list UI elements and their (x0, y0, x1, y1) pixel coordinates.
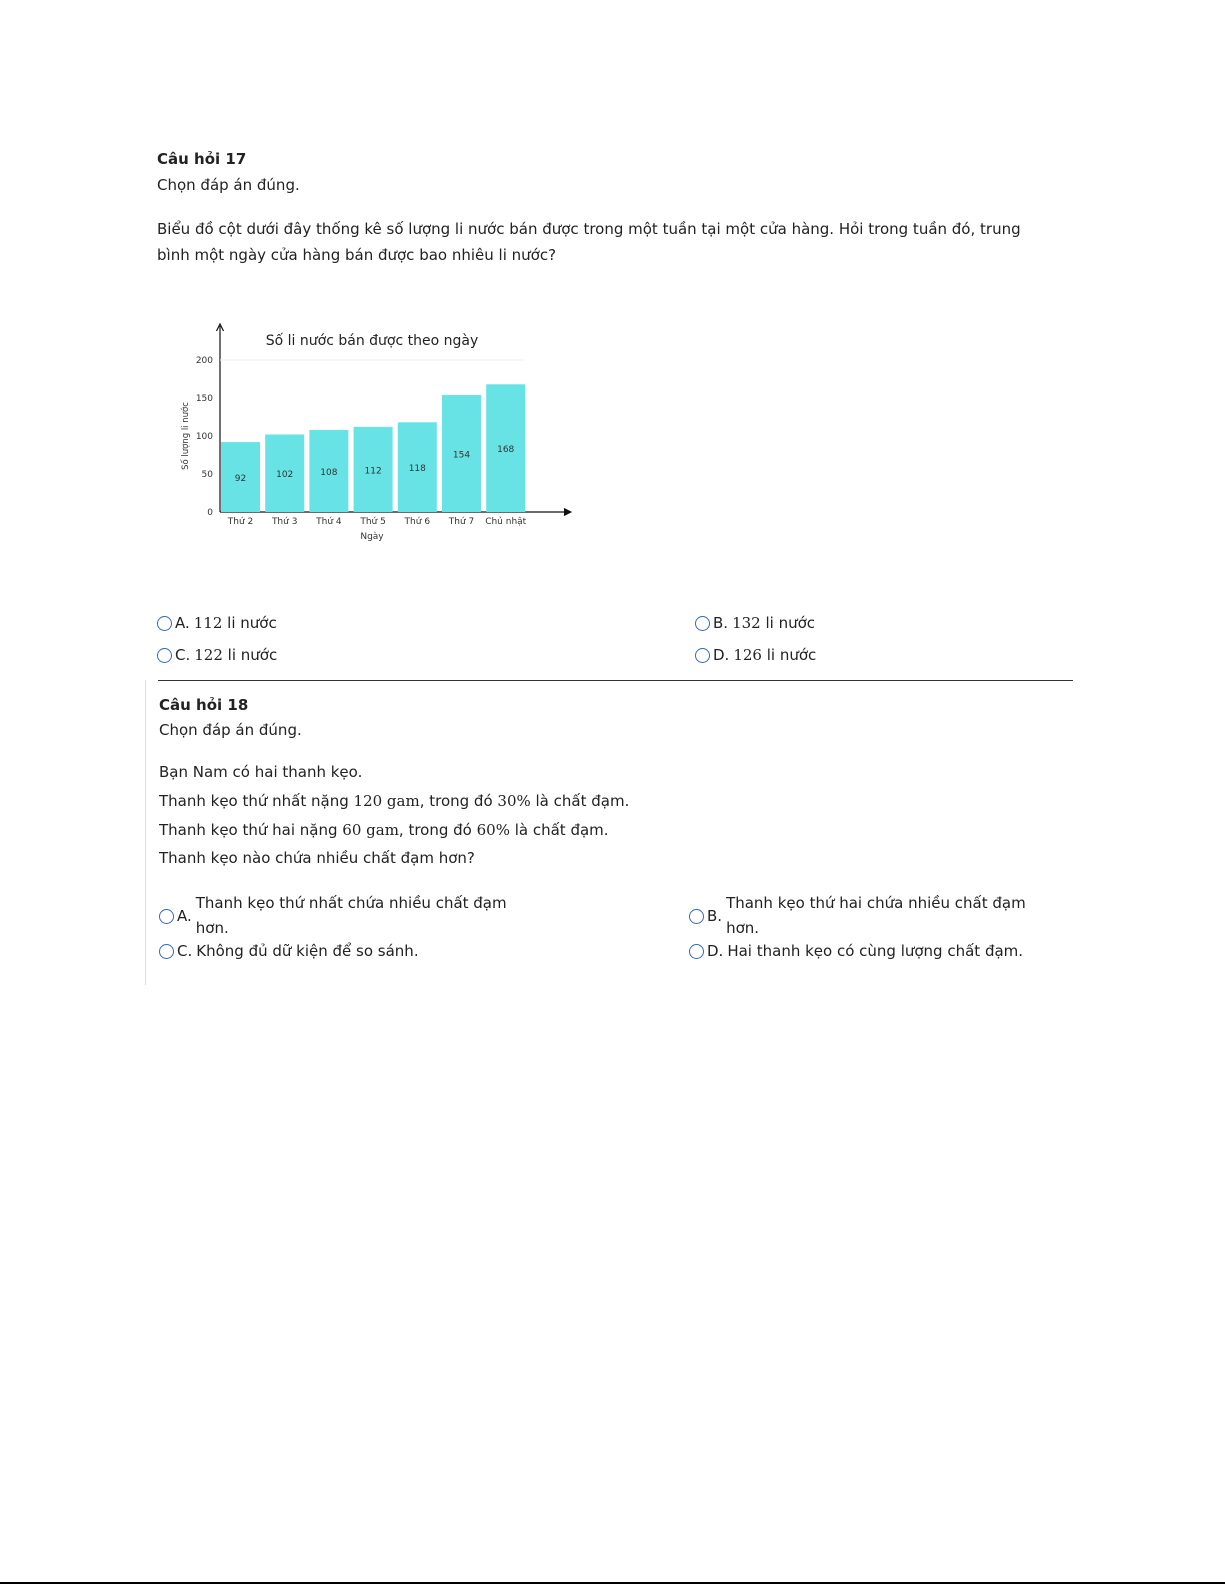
question-18-instruction: Chọn đáp án đúng. (159, 721, 302, 739)
radio-button[interactable] (159, 909, 174, 924)
math-value: 30% (497, 792, 531, 810)
y-tick-label: 150 (195, 394, 213, 404)
math-value: 120 gam (353, 792, 420, 810)
page-bottom-border (0, 1582, 1225, 1584)
chart-title: Số li nước bán được theo ngày (265, 333, 479, 349)
option-value: 132 (732, 614, 761, 632)
option-letter: B. (707, 907, 723, 925)
option-text: Thanh kẹo thứ hai chứa nhiều chất đạm hơn. (726, 894, 1026, 937)
option-value: 112 (193, 614, 223, 632)
option-letter: A. (175, 614, 190, 632)
radio-button[interactable] (689, 909, 704, 924)
option-unit: li nước (222, 646, 278, 664)
math-value: 60 gam (342, 821, 399, 839)
question-17-instruction: Chọn đáp án đúng. (157, 176, 300, 194)
option-text: Thanh kẹo thứ nhất chứa nhiều chất đạm hơn. (195, 894, 507, 937)
question-left-border (145, 680, 146, 985)
q18-option-b[interactable] (689, 891, 1056, 941)
q17-option-d[interactable] (695, 646, 816, 664)
y-tick-label: 0 (207, 508, 213, 518)
x-tick-label: Thứ 6 (404, 517, 431, 527)
text-segment: , trong đó (419, 792, 498, 810)
math-value: 60% (476, 821, 510, 839)
x-tick-label: Chủ nhật (485, 517, 527, 527)
question-17-title: Câu hỏi 17 (157, 150, 247, 168)
y-axis-label: Số lượng li nước (181, 402, 191, 470)
option-letter: A. (177, 907, 192, 925)
y-tick-label: 50 (201, 470, 213, 480)
option-letter: C. (175, 646, 191, 664)
radio-button[interactable] (157, 616, 172, 631)
question-18-title: Câu hỏi 18 (159, 696, 249, 714)
q17-option-c[interactable] (157, 646, 277, 664)
text-segment: là chất đạm. (509, 821, 609, 839)
q18-option-d[interactable] (689, 942, 1023, 960)
x-tick-label: Thứ 5 (360, 517, 386, 527)
bar-value-label: 92 (234, 474, 247, 485)
radio-button[interactable] (695, 616, 710, 631)
radio-button[interactable] (159, 944, 174, 959)
bar-chart (170, 318, 590, 558)
bar-value-label: 102 (276, 470, 294, 481)
q17-option-b[interactable] (695, 614, 815, 632)
option-letter: B. (713, 614, 729, 632)
y-tick-label: 200 (195, 356, 213, 366)
x-tick-label: Thứ 4 (316, 517, 342, 527)
q18-option-a[interactable] (159, 891, 526, 941)
question-18-line-2 (159, 792, 629, 810)
option-letter: D. (707, 942, 724, 960)
x-tick-label: Thứ 3 (271, 517, 298, 527)
bar-value-label: 112 (364, 466, 382, 477)
option-unit: li nước (760, 614, 816, 632)
question-17-text: Biểu đồ cột dưới đây thống kê số lượng li nước bán được trong một tuần tại một cửa hàng. Hỏi trong tuần đó, trung bình một ngày cửa hàng bán được bao nhiêu li nước? (157, 220, 1021, 264)
x-tick-label: Thứ 2 (227, 517, 254, 527)
text-segment: Thanh kẹo thứ nhất nặng (159, 792, 354, 810)
question-divider (158, 680, 1073, 681)
bar-value-label: 118 (408, 464, 426, 475)
bar-value-label: 154 (452, 450, 471, 461)
option-value: 126 (733, 646, 762, 664)
question-18-line-3 (159, 821, 609, 839)
radio-button[interactable] (689, 944, 704, 959)
x-axis-label: Ngày (360, 532, 384, 542)
x-tick-label: Thứ 7 (448, 517, 475, 527)
option-letter: C. (177, 942, 193, 960)
y-tick-label: 100 (195, 432, 213, 442)
radio-button[interactable] (157, 648, 172, 663)
option-text: Không đủ dữ kiện để so sánh. (196, 942, 419, 960)
option-value: 122 (194, 646, 223, 664)
bar-value-label: 108 (320, 467, 338, 478)
q18-option-c[interactable] (159, 942, 419, 960)
x-axis-arrow (564, 509, 571, 516)
text-segment: là chất đạm. (530, 792, 630, 810)
text-segment: Thanh kẹo thứ hai nặng (159, 821, 343, 839)
radio-button[interactable] (695, 648, 710, 663)
text-segment: , trong đó (398, 821, 477, 839)
question-18-line-4: Thanh kẹo nào chứa nhiều chất đạm hơn? (159, 849, 475, 867)
q17-option-a[interactable] (157, 614, 277, 632)
option-unit: li nước (761, 646, 817, 664)
option-unit: li nước (222, 614, 277, 632)
question-18-line-1: Bạn Nam có hai thanh kẹo. (159, 763, 363, 781)
bar-value-label: 168 (497, 445, 515, 456)
option-text: Hai thanh kẹo có cùng lượng chất đạm. (727, 942, 1024, 960)
option-letter: D. (713, 646, 730, 664)
